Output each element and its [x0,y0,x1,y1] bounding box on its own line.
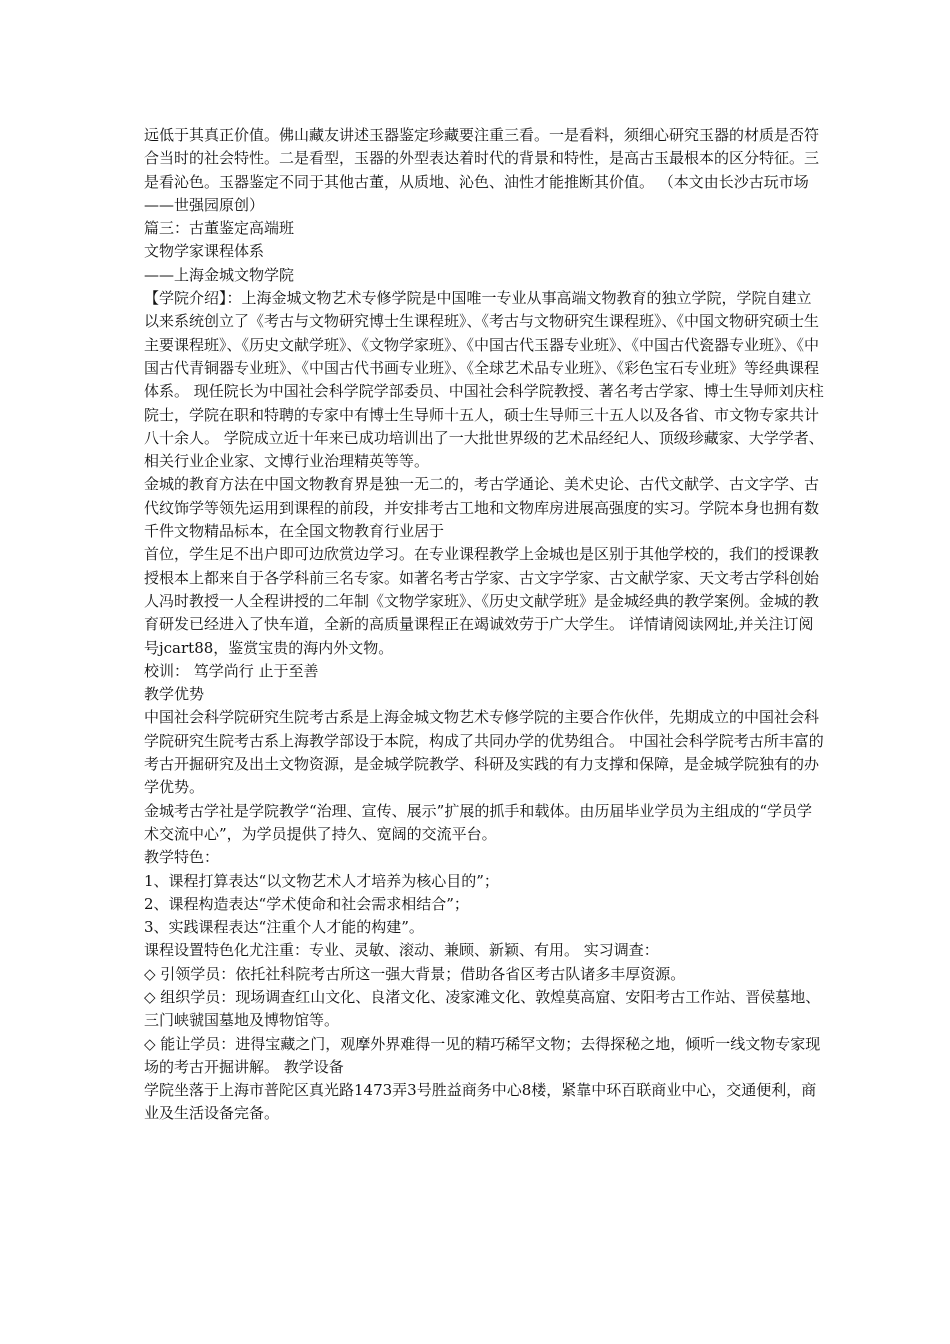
heading-teaching-advantage: 教学优势 [144,685,205,704]
bullet-enable-students: ◇ 能让学员：进得宝藏之门，观摩外界难得一见的精巧稀罕文物；去得探秘之地，倾听一线文物专家现场的考古开掘讲解。 教学设备 [144,1034,821,1076]
section-heading: 篇三：古董鉴定高端班 [144,219,295,238]
motto: 校训： 笃学尚行 止于至善 [144,661,319,680]
paragraph-jade-appraisal: 远低于其真正价值。佛山藏友讲述玉器鉴定珍藏要注重三看。一是看料，须细心研究玉器的材质是否符合当时的社会特性。二是看型，玉器的外型表达着时代的背景和特性，是高古玉最根本的区分特征。三是看沁色。玉器鉴定不同于其他古董，从质地、沁色、油性才能推断其价值。 （本文由长沙古玩市场——世强园原创） [144,126,820,214]
paragraph-institute-intro: 【学院介绍】：上海金城文物艺术专修学院是中国唯一专业从事高端文物教育的独立学院，学院自建立以来系统创立了《考古与文物研究博士生课程班》、《考古与文物研究生课程班》、《中国文物研究硕士生主要课程班》、《历史文献学班》、《文物学家班》、《中国古代玉器专业班》、《中国古代瓷器专业班》、《中国古代青铜器专业班》、《中国古代书画专业班》、《全球艺术品专业班》、《彩色宝石专业班》等经典课程体系。 现任院长为中国社会科学院学部委员、中国社会科学院教授、著名考古学家、博士生导师刘庆柱院士，学院在职和特聘的专家中有博士生导师十五人，硕士生导师三十五人以及各省、市文物专家共计八十余人。 学院成立近十年来已成功培训出了一大批世界级的艺术品经纪人、顶级珍藏家、大学学者、相关行业企业家、文博行业治理精英等等。 [144,289,824,471]
paragraph-archaeology-society: 金城考古学社是学院教学“治理、宣传、展示”扩展的抓手和载体。由历届毕业学员为主组成的“学员学术交流中心”，为学员提供了持久、宽阔的交流平台。 [144,801,813,843]
paragraph-facilities: 学院坐落于上海市普陀区真光路1473弄3号胜益商务中心8楼，紧靠中环百联商业中心，交通便利，商业及生活设备完备。 [144,1081,817,1123]
institute-byline: ——上海金城文物学院 [144,265,295,284]
paragraph-course-features: 课程设置特色化尤注重：专业、灵敏、滚动、兼顾、新颖、有用。 实习调查： [144,941,659,960]
document-body [144,124,824,1126]
feature-item-2: 2、课程构造表达“学术使命和社会需求相结合”； [144,894,469,913]
feature-item-1: 1、课程打算表达“以文物艺术人才培养为核心目的”； [144,871,499,890]
bullet-lead-students: ◇ 引领学员：依托社科院考古所这一强大背景；借助各省区考古队诸多丰厚资源。 [144,964,686,983]
paragraph-first-place: 首位，学生足不出户即可边欣赏边学习。在专业课程教学上金城也是区别于其他学校的，我们的授课教授根本上都来自于各学科前三名专家。如著名考古学家、古文字学家、古文献学家、天文考古学科创始人冯时教授一人全程讲授的二年制《文物学家班》、《历史文献学班》是金城经典的教学案例。金城的教育研发已经进入了快车道，全新的高质量课程正在竭诚效劳于广大学生。 详情请阅读网址,并关注订阅号jcart88，鉴赏宝贵的海内外文物。 [144,545,820,657]
bullet-organize-students: ◇ 组织学员：现场调查红山文化、良渚文化、凌家滩文化、敦煌莫高窟、安阳考古工作站、晋侯墓地、三门峡虢国墓地及博物馆等。 [144,987,821,1030]
heading-teaching-features: 教学特色： [144,848,220,867]
feature-item-3: 3、实践课程表达“注重个人才能的构建”。 [144,918,424,937]
paragraph-cass-partnership: 中国社会科学院研究生院考古系是上海金城文物艺术专修学院的主要合作伙伴，先期成立的中国社会科学院研究生院考古系上海教学部设于本院，构成了共同办学的优势组合。 中国社会科学院考古所丰富的考古开掘研究及出土文物资源，是金城学院教学、科研及实践的有力支撑和保障，是金城学院独有的办学优势。 [144,708,824,797]
course-system-title: 文物学家课程体系 [144,242,265,261]
paragraph-teaching-method: 金城的教育方法在中国文物教育界是独一无二的，考古学通论、美术史论、古代文献学、古文字学、古代纹饰学等领先运用到课程的前段，并安排考古工地和文物库房进展高强度的实习。学院本身也拥有数千件文物精品标本，在全国文物教育行业居于 [144,475,820,541]
